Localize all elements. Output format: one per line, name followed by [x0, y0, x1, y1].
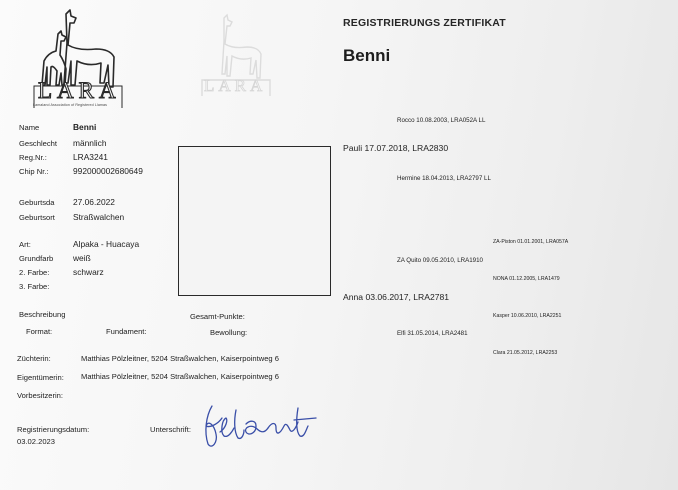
breeder-value: Matthias Pölzleitner, 5204 Straßwalchen, Kaiserpointweg 6 [81, 354, 279, 363]
total-points-label: Gesamt-Punkte: [190, 312, 245, 321]
regdate-label: Registrierungsdatum: [17, 425, 90, 434]
pedigree-dam-dam: Elfi 31.05.2014, LRA2481 [397, 330, 468, 337]
species-value: Alpaka - Huacaya [73, 239, 140, 249]
species-label: Art: [19, 240, 31, 249]
embossed-seal-text: LARA [204, 76, 267, 95]
signature-label: Unterschrift: [150, 425, 191, 434]
description-label: Beschreibung [19, 310, 66, 319]
regdate-value: 03.02.2023 [17, 437, 56, 446]
format-label: Format: [26, 327, 53, 336]
name-label: Name [19, 123, 40, 132]
birthplace-label: Geburtsort [19, 213, 55, 222]
basecolor-value: weiß [73, 253, 91, 263]
prev-owner-label: Vorbesitzerin: [17, 391, 64, 400]
foundation-label: Fundament: [106, 327, 147, 336]
pedigree-sire: Pauli 17.07.2018, LRA2830 [343, 143, 449, 153]
certificate-title: REGISTRIERUNGS ZERTIFIKAT [343, 17, 506, 29]
chip-value: 992000002680649 [73, 166, 143, 176]
lara-logo-text: LARA [38, 78, 121, 103]
chip-label: Chip Nr.: [19, 167, 49, 176]
reg-value: LRA3241 [73, 152, 108, 162]
pedigree-sire-sire: Rocco 10.08.2003, LRA052A LL [397, 117, 486, 124]
color2-label: 2. Farbe: [19, 268, 50, 277]
color3-label: 3. Farbe: [19, 282, 50, 291]
basecolor-label: Grundfarb [19, 254, 54, 263]
sex-label: Geschlecht [19, 139, 57, 148]
lara-logo-subtitle: Lamaland Association of Registered Llamas [33, 103, 108, 107]
pedigree-ss-right: ZA-Piston 01.01.2001, LRA057A [493, 239, 569, 245]
owner-value: Matthias Pölzleitner, 5204 Straßwalchen, Kaiserpointweg 6 [81, 372, 279, 381]
animal-name-heading: Benni [343, 46, 391, 65]
breeder-label: Züchterin: [17, 354, 51, 363]
pedigree-dam-sire: ZA Quito 09.05.2010, LRA1910 [397, 257, 483, 264]
pedigree-dam: Anna 03.06.2017, LRA2781 [343, 292, 450, 302]
signature [198, 398, 328, 454]
photo-frame [178, 146, 331, 296]
owner-label: Eigentümerin: [17, 373, 64, 382]
name-value: Benni [73, 122, 97, 132]
birthdate-value: 27.06.2022 [73, 197, 115, 207]
birthdate-label: Geburtsda [19, 198, 55, 207]
pedigree-sire-dam: Hermine 18.04.2013, LRA2797 LL [397, 175, 491, 182]
pedigree-ds-right: NONA 01.12.2005, LRA1479 [493, 276, 560, 282]
fleece-label: Bewollung: [210, 328, 248, 337]
embossed-seal [196, 12, 276, 98]
pedigree-dd-right1: Kasper 10.06.2010, LRA2251 [493, 313, 562, 319]
sex-value: männlich [73, 138, 107, 148]
handwritten-signature-icon [198, 398, 328, 454]
birthplace-value: Straßwalchen [73, 212, 125, 222]
reg-label: Reg.Nr.: [19, 153, 47, 162]
pedigree-dd-right2: Clara 21.05.2012, LRA2253 [493, 350, 558, 356]
color2-value: schwarz [73, 267, 104, 277]
